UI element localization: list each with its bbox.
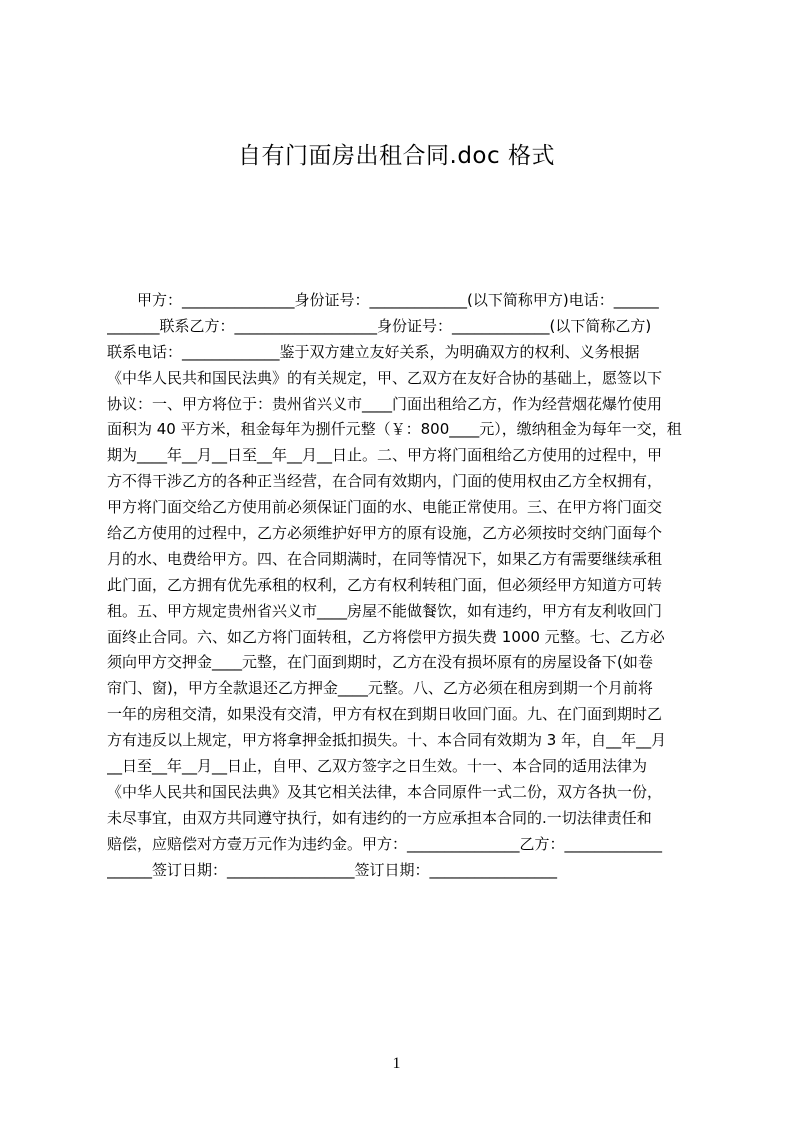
text-line: 甲方：_______________身份证号：_____________(以下简称甲方)电话：______ [107,291,659,309]
text-line: 须向甲方交押金____元整，在门面到期时，乙方在没有损坏原有的房屋设备下(如卷 [107,653,653,672]
text-line: 面终止合同。六、如乙方将门面转租，乙方将偿甲方损失费 1000 元整。七、乙方必 [107,627,665,646]
contract-body [107,288,699,883]
text-line: 此门面，乙方拥有优先承租的权利，乙方有权利转租门面，但必须经甲方知道方可转 [107,575,663,594]
page-number: 1 [392,1055,401,1072]
text-line: ______签订日期：_________________签订日期：_________________ [107,860,558,879]
text-line: 面积为 40 平方米，租金每年为捌仟元整（￥：800____元），缴纳租金为每年一交，租 [107,420,682,439]
text-line: 期为____年__月__日至__年__月__日止。二、甲方将门面租给乙方使用的过程中，甲 [107,446,663,465]
text-line: 赔偿，应赔偿对方壹万元作为违约金。甲方：_______________乙方：_____________ [107,834,663,853]
document-title: 自有门面房出租合同.doc 格式 [238,143,555,169]
text-line: 给乙方使用的过程中，乙方必须维护好甲方的原有设施，乙方必须按时交纳门面每个 [107,524,663,543]
text-line: 帘门、窗)，甲方全款退还乙方押金____元整。八、乙方必须在租房到期一个月前将 [107,679,653,698]
text-line: 《中华人民共和国民法典》及其它相关法律，本合同原件一式二份，双方各执一份， [107,782,663,801]
text-line: _______联系乙方：___________________身份证号：_____________(以下简称乙方) [107,316,652,335]
text-line: 一年的房租交清，如果没有交清，甲方有权在到期日收回门面。九、在门面到期时乙 [107,705,663,724]
text-line: 《中华人民共和国民法典》的有关规定，甲、乙双方在友好合协的基础上，愿签以下 [107,368,663,387]
text-line: 租。五、甲方规定贵州省兴义市____房屋不能做餐饮，如有违约，甲方有友利收回门 [107,601,663,620]
text-line: 方不得干涉乙方的各种正当经营，在合同有效期内，门面的使用权由乙方全权拥有， [107,472,663,491]
text-line: 月的水、电费给甲方。四、在合同期满时，在同等情况下，如果乙方有需要继续承租 [107,549,663,568]
text-line: 联系电话：_____________鉴于双方建立友好关系，为明确双方的权利、义务根据 [107,342,640,361]
text-line: 甲方将门面交给乙方使用前必须保证门面的水、电能正常使用。三、在甲方将门面交 [107,498,663,517]
text-line: __日至__年__月__日止，自甲、乙双方签字之日生效。十一、本合同的适用法律为 [107,757,648,776]
text-line: 未尽事宜，由双方共同遵守执行，如有违约的一方应承担本合同的.一切法律责任和 [107,808,652,827]
text-line: 协议：一、甲方将位于：贵州省兴义市____门面出租给乙方，作为经营烟花爆竹使用 [107,394,663,413]
text-line: 方有违反以上规定，甲方将拿押金抵扣损失。十、本合同有效期为 3 年，自__年__月 [107,731,667,750]
